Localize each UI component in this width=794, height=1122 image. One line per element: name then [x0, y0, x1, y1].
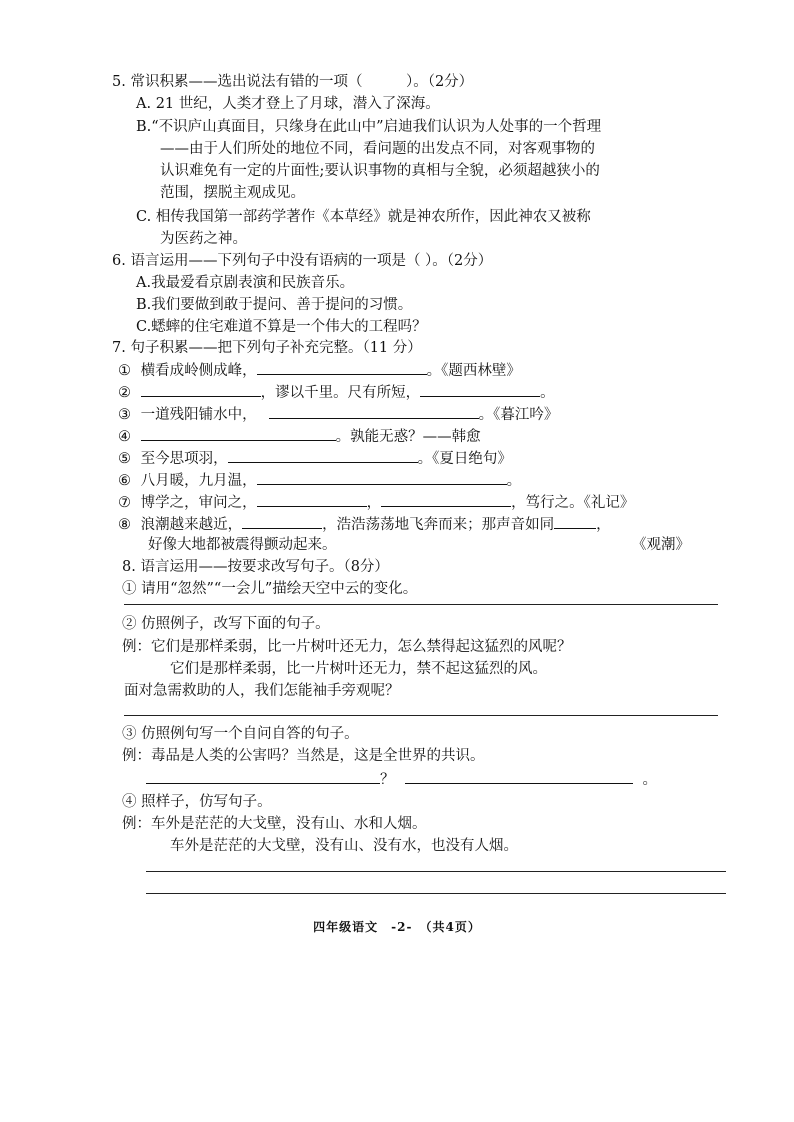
q8-part-1: ① 请用“忽然”“一会儿”描绘天空中云的变化。 — [122, 581, 418, 597]
q7-item-8 — [118, 513, 611, 535]
q7-item-6 — [118, 469, 521, 491]
q8-part-3-example: 例：毒品是人类的公害吗？当然是，这是全世界的共识。 — [122, 748, 485, 764]
item-text: 博学之，审问之， — [140, 495, 257, 511]
answer-line[interactable] — [146, 871, 726, 872]
q5-stem: 5. 常识积累——选出说法有错的一项（ ）。（2分） — [112, 74, 474, 90]
item-source: 。《题西林壁》 — [426, 363, 521, 379]
item-text: 至今思项羽， — [140, 451, 228, 467]
q8-part-4-example-1: 例：车外是茫茫的大戈壁，没有山、水和人烟。 — [122, 816, 427, 832]
answer-line[interactable] — [146, 893, 726, 894]
q6-option-a: A.我最爱看京剧表演和民族音乐。 — [136, 275, 355, 291]
item-text: 横看成岭侧成峰， — [140, 363, 257, 379]
q8-part-4-example-2: 车外是茫茫的大戈壁，没有山、没有水，也没有人烟。 — [170, 838, 518, 854]
question-mark: ？ — [380, 772, 395, 788]
item-number: ① — [118, 363, 131, 379]
answer-blank[interactable] — [141, 425, 336, 441]
q7-item-1 — [118, 359, 521, 381]
q8-part-4: ④ 照样子，仿写句子。 — [122, 794, 272, 810]
q5-option-b-line4: 范围，摆脱主观成见。 — [160, 185, 305, 201]
answer-blank[interactable] — [228, 447, 418, 463]
answer-blank[interactable] — [405, 768, 633, 784]
item-text-2: ，浩浩荡荡地飞奔而来；那声音如同 — [322, 517, 555, 533]
q7-item-8-source: 《观潮》 — [632, 537, 690, 553]
q8-part-2-question: 面对急需救助的人，我们怎能袖手旁观呢？ — [124, 683, 400, 699]
q6-option-c: C.蟋蟀的住宅难道不算是一个伟大的工程吗？ — [136, 319, 427, 335]
q7-item-4 — [118, 425, 481, 447]
item-source: 。《暮江吟》 — [478, 407, 559, 423]
answer-line[interactable] — [124, 715, 718, 716]
item-source: 。《夏日绝句》 — [417, 451, 512, 467]
item-end: 。 — [506, 473, 522, 489]
answer-blank[interactable] — [242, 513, 322, 529]
item-sep: ， — [366, 495, 382, 511]
answer-blank[interactable] — [141, 381, 261, 397]
q7-item-7 — [118, 491, 634, 513]
answer-blank[interactable] — [420, 381, 540, 397]
item-sep: ， — [596, 517, 611, 533]
q8-stem: 8. 语言运用——按要求改写句子。（8分） — [122, 559, 389, 575]
answer-blank[interactable] — [146, 768, 380, 784]
answer-blank[interactable] — [257, 469, 507, 485]
item-text: 。孰能无惑？——韩愈 — [335, 429, 481, 445]
answer-blank[interactable] — [381, 491, 511, 507]
item-text: 八月暖，九月温， — [140, 473, 257, 489]
q5-option-b-line2: ——由于人们所处的地位不同，看问题的出发点不同，对客观事物的 — [160, 141, 595, 157]
q5-option-a: A. 21 世纪，人类才登上了月球，潜入了深海。 — [136, 96, 440, 112]
q6-stem: 6. 语言运用——下列句子中没有语病的一项是（ ）。（2分） — [112, 253, 493, 269]
q6-option-b: B.我们要做到敢于提问、善于提问的习惯。 — [136, 297, 413, 313]
answer-blank[interactable] — [554, 513, 596, 529]
answer-line[interactable] — [124, 604, 718, 605]
answer-blank[interactable] — [257, 359, 427, 375]
item-number: ③ — [118, 407, 131, 423]
q8-part-2-example-2: 它们是那样柔弱，比一片树叶还无力，禁不起这猛烈的风。 — [170, 661, 547, 677]
page-footer: 四年级语文 -2- （共4页） — [313, 920, 481, 934]
q8-part-2: ② 仿照例子，改写下面的句子。 — [122, 616, 330, 632]
q7-stem: 7. 句子积累——把下列句子补充完整。（11 分） — [112, 340, 422, 356]
item-source: ，笃行之。《礼记》 — [511, 495, 635, 511]
answer-blank[interactable] — [269, 403, 479, 419]
q7-item-2 — [118, 381, 555, 403]
q5-option-b-line3: 认识难免有一定的片面性;要认识事物的真相与全貌，必须超越狭小的 — [160, 163, 600, 179]
q5-option-b-line1: B.“不识庐山真面目，只缘身在此山中”启迪我们认识为人处事的一个哲理 — [136, 119, 602, 135]
item-text: 一道残阳铺水中， — [140, 407, 257, 423]
q5-option-c-line1: C. 相传我国第一部药学著作《本草经》就是神农所作，因此神农又被称 — [136, 209, 591, 225]
item-end: 。 — [540, 385, 555, 401]
q7-item-5 — [118, 447, 512, 469]
item-text: ，谬以千里。尺有所短， — [260, 385, 421, 401]
q7-item-8-cont: 好像大地都被震得颤动起来。 — [148, 537, 337, 553]
item-text: 浪潮越来越近， — [140, 517, 243, 533]
item-number: ② — [118, 385, 131, 401]
q7-item-3 — [118, 403, 558, 425]
item-number: ⑥ — [118, 473, 131, 489]
period: 。 — [642, 772, 657, 788]
answer-blank[interactable] — [257, 491, 367, 507]
item-number: ⑧ — [118, 517, 131, 533]
item-number: ⑤ — [118, 451, 131, 467]
item-number: ④ — [118, 429, 131, 445]
q8-part-3-answer — [146, 768, 657, 790]
q5-option-c-line2: 为医药之神。 — [160, 231, 247, 247]
q8-part-3: ③ 仿照例句写一个自问自答的句子。 — [122, 726, 359, 742]
q8-part-2-example-1: 例：它们是那样柔弱，比一片树叶还无力，怎么禁得起这猛烈的风呢？ — [122, 639, 572, 655]
item-number: ⑦ — [118, 495, 131, 511]
